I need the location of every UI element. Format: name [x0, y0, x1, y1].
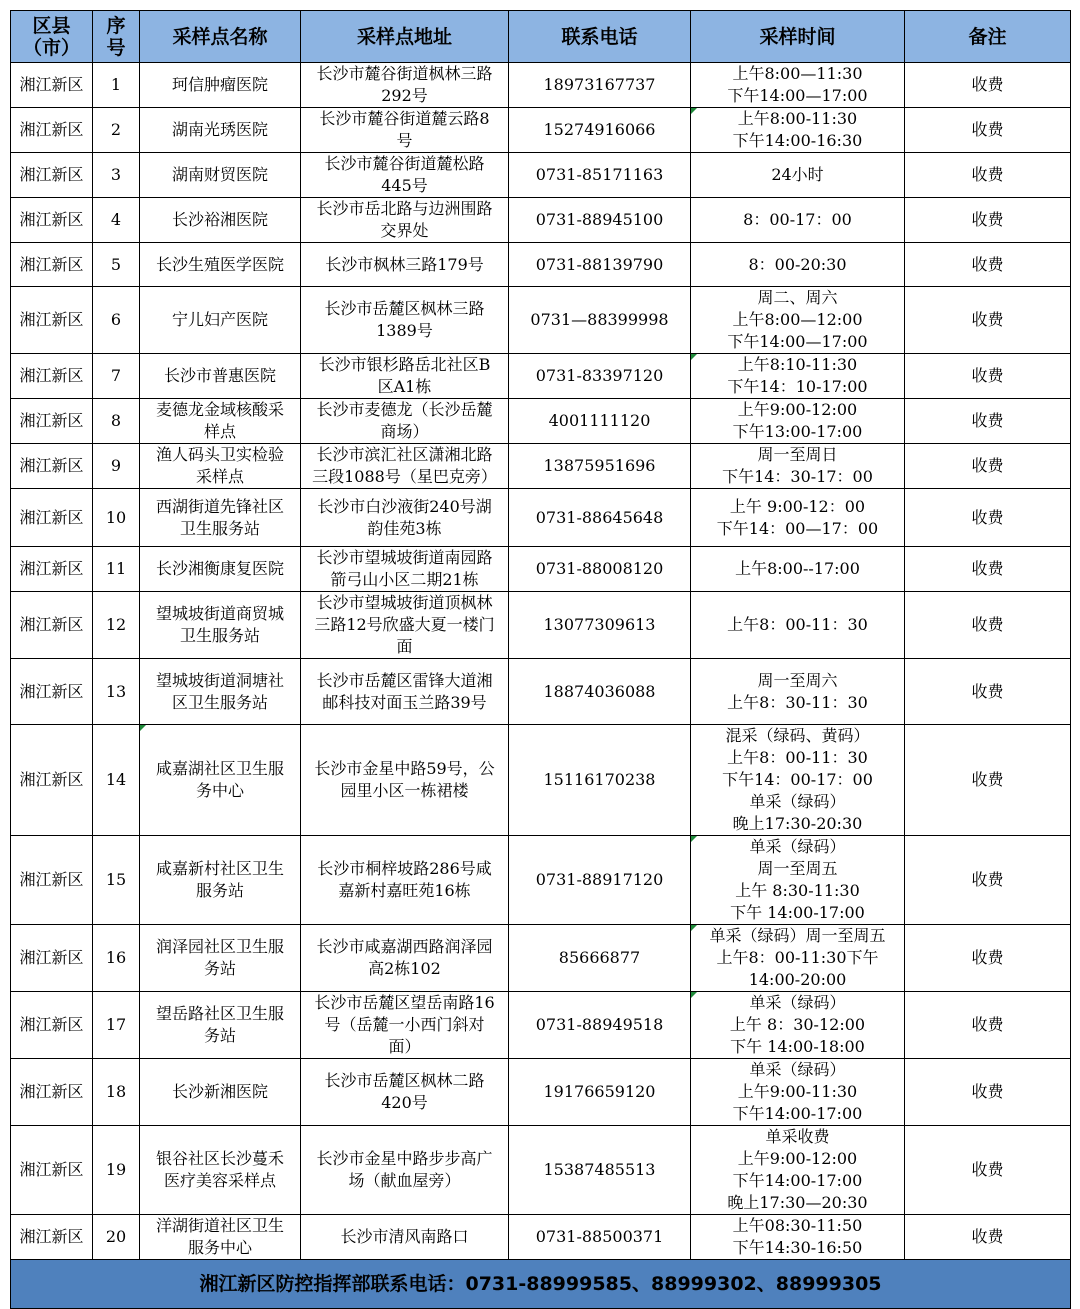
- fee-note: 收费: [905, 243, 1071, 287]
- header-no: 序 号: [93, 11, 140, 63]
- table-row: [11, 399, 1071, 444]
- header-district: 区县 （市）: [11, 11, 93, 63]
- comment-marker-icon: [691, 925, 697, 931]
- table-row: [11, 1126, 1071, 1215]
- table-row: [11, 444, 1071, 489]
- district-cell: 湘江新区: [11, 836, 93, 925]
- site-name: 银谷社区长沙蔓禾 医疗美容采样点: [140, 1126, 301, 1215]
- sampling-time: 周一至周日 下午14：30-17：00: [691, 444, 905, 489]
- contact-phone: 18973167737: [509, 63, 691, 108]
- sampling-time: 单采（绿码） 上午9:00-11:30 下午14:00-17:00: [691, 1059, 905, 1126]
- comment-marker-icon: [691, 992, 697, 998]
- sampling-time: [691, 992, 905, 1059]
- table-row: [11, 243, 1071, 287]
- district-cell: 湘江新区: [11, 925, 93, 992]
- contact-phone: 0731-83397120: [509, 354, 691, 399]
- site-address: 长沙市岳麓区望岳南路16 号（岳麓一小西门斜对 面）: [301, 992, 509, 1059]
- row-number: 19: [93, 1126, 140, 1215]
- sampling-time-text: 上午8:00-11:30 下午14:00-16:30: [732, 109, 863, 150]
- row-number: 5: [93, 243, 140, 287]
- comment-marker-icon: [691, 354, 697, 360]
- contact-phone: 18874036088: [509, 659, 691, 725]
- table-row: [11, 725, 1071, 836]
- site-address: 长沙市桐梓坡路286号咸 嘉新村嘉旺苑16栋: [301, 836, 509, 925]
- site-address: 长沙市滨汇社区潇湘北路 三段1088号（星巴克旁）: [301, 444, 509, 489]
- fee-note: 收费: [905, 992, 1071, 1059]
- sampling-time-text: 单采（绿码） 上午 8：30-12:00 下午 14:00-18:00: [729, 993, 866, 1056]
- fee-note: 收费: [905, 659, 1071, 725]
- site-name: 麦德龙金域核酸采 样点: [140, 399, 301, 444]
- site-address: 长沙市望城坡街道顶枫林 三路12号欣盛大夏一楼门 面: [301, 592, 509, 659]
- site-name: 长沙湘衡康复医院: [140, 547, 301, 592]
- fee-note: 收费: [905, 836, 1071, 925]
- site-name: 长沙市普惠医院: [140, 354, 301, 399]
- site-name: 望城坡街道商贸城 卫生服务站: [140, 592, 301, 659]
- district-cell: 湘江新区: [11, 547, 93, 592]
- table-row: [11, 1215, 1071, 1260]
- contact-phone: 0731-88949518: [509, 992, 691, 1059]
- site-name: 珂信肿瘤医院: [140, 63, 301, 108]
- fee-note: 收费: [905, 1215, 1071, 1260]
- site-address: 长沙市金星中路59号，公 园里小区一栋裙楼: [301, 725, 509, 836]
- row-number: 9: [93, 444, 140, 489]
- district-cell: 湘江新区: [11, 153, 93, 198]
- contact-phone: 85666877: [509, 925, 691, 992]
- table-row: [11, 153, 1071, 198]
- table-row: [11, 925, 1071, 992]
- row-number: 12: [93, 592, 140, 659]
- district-cell: 湘江新区: [11, 287, 93, 354]
- footer-row: [11, 1260, 1071, 1309]
- row-number: 6: [93, 287, 140, 354]
- site-address: 长沙市岳麓区雷锋大道湘 邮科技对面玉兰路39号: [301, 659, 509, 725]
- contact-phone: 0731-88500371: [509, 1215, 691, 1260]
- contact-phone: 0731-88945100: [509, 198, 691, 243]
- row-number: 11: [93, 547, 140, 592]
- site-name-text: 咸嘉湖社区卫生服 务中心: [155, 759, 284, 800]
- site-address: 长沙市岳麓区枫林二路 420号: [301, 1059, 509, 1126]
- site-address: 长沙市金星中路步步高广 场（献血屋旁）: [301, 1126, 509, 1215]
- site-name: 渔人码头卫实检验 采样点: [140, 444, 301, 489]
- table-row: [11, 1059, 1071, 1126]
- sampling-time: 上午8:00--17:00: [691, 547, 905, 592]
- contact-phone: 15387485513: [509, 1126, 691, 1215]
- fee-note: 收费: [905, 592, 1071, 659]
- site-address: 长沙市岳北路与边洲围路 交界处: [301, 198, 509, 243]
- district-cell: 湘江新区: [11, 63, 93, 108]
- sampling-time: 上午 9:00-12：00 下午14：00—17：00: [691, 489, 905, 547]
- table-row: [11, 836, 1071, 925]
- header-note: 备注: [905, 11, 1071, 63]
- table-row: [11, 354, 1071, 399]
- row-number: 14: [93, 725, 140, 836]
- district-cell: 湘江新区: [11, 108, 93, 153]
- contact-phone: 0731—88399998: [509, 287, 691, 354]
- site-name: 润泽园社区卫生服 务站: [140, 925, 301, 992]
- district-cell: 湘江新区: [11, 399, 93, 444]
- district-cell: 湘江新区: [11, 592, 93, 659]
- header-time: 采样时间: [691, 11, 905, 63]
- table-row: [11, 659, 1071, 725]
- site-address: 长沙市枫林三路179号: [301, 243, 509, 287]
- contact-phone: 0731-85171163: [509, 153, 691, 198]
- header-site-name: 采样点名称: [140, 11, 301, 63]
- site-name: 咸嘉新村社区卫生 服务站: [140, 836, 301, 925]
- district-cell: 湘江新区: [11, 1215, 93, 1260]
- fee-note: 收费: [905, 925, 1071, 992]
- sampling-sites-table: [10, 10, 1071, 1309]
- fee-note: 收费: [905, 1126, 1071, 1215]
- site-address: 长沙市麓谷街道麓云路8 号: [301, 108, 509, 153]
- row-number: 4: [93, 198, 140, 243]
- site-name: 湖南光琇医院: [140, 108, 301, 153]
- row-number: 15: [93, 836, 140, 925]
- hotline-footer: 湘江新区防控指挥部联系电话：0731-88999585、88999302、88999305: [11, 1260, 1071, 1309]
- sampling-time: 上午08:30-11:50 下午14:30-16:50: [691, 1215, 905, 1260]
- sampling-time: 上午8:00—11:30 下午14:00—17:00: [691, 63, 905, 108]
- table-row: [11, 63, 1071, 108]
- sampling-time: 8：00-20:30: [691, 243, 905, 287]
- site-name: 西湖街道先锋社区 卫生服务站: [140, 489, 301, 547]
- contact-phone: 19176659120: [509, 1059, 691, 1126]
- fee-note: 收费: [905, 399, 1071, 444]
- table-row: [11, 287, 1071, 354]
- header-phone: 联系电话: [509, 11, 691, 63]
- row-number: 7: [93, 354, 140, 399]
- site-name: 望城坡街道洞塘社 区卫生服务站: [140, 659, 301, 725]
- district-cell: 湘江新区: [11, 992, 93, 1059]
- sampling-time: 周二、周六 上午8:00—12:00 下午14:00—17:00: [691, 287, 905, 354]
- sampling-time: 单采收费 上午9:00-12:00 下午14:00-17:00 晚上17:30—20:30: [691, 1126, 905, 1215]
- fee-note: 收费: [905, 108, 1071, 153]
- fee-note: 收费: [905, 489, 1071, 547]
- row-number: 20: [93, 1215, 140, 1260]
- sampling-time: 上午9:00-12:00 下午13:00-17:00: [691, 399, 905, 444]
- district-cell: 湘江新区: [11, 243, 93, 287]
- site-address: 长沙市望城坡街道南园路 箭弓山小区二期21栋: [301, 547, 509, 592]
- district-cell: 湘江新区: [11, 444, 93, 489]
- fee-note: 收费: [905, 444, 1071, 489]
- row-number: 13: [93, 659, 140, 725]
- row-number: 10: [93, 489, 140, 547]
- contact-phone: 13077309613: [509, 592, 691, 659]
- district-cell: 湘江新区: [11, 659, 93, 725]
- row-number: 8: [93, 399, 140, 444]
- sampling-time: [691, 108, 905, 153]
- sampling-time: 混采（绿码、黄码） 上午8：00-11：30 下午14：00-17：00 单采（绿码） 晚上17:30-20:30: [691, 725, 905, 836]
- contact-phone: 13875951696: [509, 444, 691, 489]
- site-name: 长沙新湘医院: [140, 1059, 301, 1126]
- site-name: 长沙生殖医学医院: [140, 243, 301, 287]
- site-address: 长沙市咸嘉湖西路润泽园 高2栋102: [301, 925, 509, 992]
- district-cell: 湘江新区: [11, 489, 93, 547]
- header-row: [11, 11, 1071, 63]
- sampling-time: 24小时: [691, 153, 905, 198]
- table-row: [11, 547, 1071, 592]
- site-address: 长沙市麓谷街道枫林三路 292号: [301, 63, 509, 108]
- site-name: 湖南财贸医院: [140, 153, 301, 198]
- sampling-time: [691, 836, 905, 925]
- site-address: 长沙市麓谷街道麓松路 445号: [301, 153, 509, 198]
- site-address: 长沙市麦德龙（长沙岳麓 商场）: [301, 399, 509, 444]
- fee-note: 收费: [905, 547, 1071, 592]
- site-name: 长沙裕湘医院: [140, 198, 301, 243]
- sampling-time: [691, 354, 905, 399]
- site-name: 洋湖街道社区卫生 服务中心: [140, 1215, 301, 1260]
- site-address: 长沙市白沙液街240号湖 韵佳苑3栋: [301, 489, 509, 547]
- site-name: 望岳路社区卫生服 务站: [140, 992, 301, 1059]
- contact-phone: 0731-88645648: [509, 489, 691, 547]
- site-address: 长沙市银杉路岳北社区B 区A1栋: [301, 354, 509, 399]
- site-address: 长沙市清风南路口: [301, 1215, 509, 1260]
- table-row: [11, 198, 1071, 243]
- row-number: 2: [93, 108, 140, 153]
- sampling-time-text: 单采（绿码）周一至周五 上午8：00-11:30下午 14:00-20:00: [709, 926, 886, 989]
- fee-note: 收费: [905, 287, 1071, 354]
- fee-note: 收费: [905, 725, 1071, 836]
- district-cell: 湘江新区: [11, 1126, 93, 1215]
- row-number: 18: [93, 1059, 140, 1126]
- sampling-time: 上午8：00-11：30: [691, 592, 905, 659]
- site-name: [140, 725, 301, 836]
- contact-phone: 15274916066: [509, 108, 691, 153]
- district-cell: 湘江新区: [11, 354, 93, 399]
- table-row: [11, 489, 1071, 547]
- contact-phone: 0731-88008120: [509, 547, 691, 592]
- table-row: [11, 108, 1071, 153]
- fee-note: 收费: [905, 63, 1071, 108]
- district-cell: 湘江新区: [11, 198, 93, 243]
- site-name: 宁儿妇产医院: [140, 287, 301, 354]
- fee-note: 收费: [905, 153, 1071, 198]
- contact-phone: 0731-88917120: [509, 836, 691, 925]
- contact-phone: 15116170238: [509, 725, 691, 836]
- row-number: 3: [93, 153, 140, 198]
- sampling-time-text: 单采（绿码） 周一至周五 上午 8:30-11:30 下午 14:00-17:00: [730, 837, 865, 922]
- header-address: 采样点地址: [301, 11, 509, 63]
- fee-note: 收费: [905, 354, 1071, 399]
- row-number: 1: [93, 63, 140, 108]
- sampling-time: 周一至周六 上午8：30-11：30: [691, 659, 905, 725]
- row-number: 17: [93, 992, 140, 1059]
- sampling-time-text: 上午8:10-11:30 下午14：10-17:00: [727, 355, 868, 396]
- district-cell: 湘江新区: [11, 1059, 93, 1126]
- contact-phone: 4001111120: [509, 399, 691, 444]
- comment-marker-icon: [140, 725, 146, 731]
- district-cell: 湘江新区: [11, 725, 93, 836]
- table-row: [11, 592, 1071, 659]
- fee-note: 收费: [905, 198, 1071, 243]
- contact-phone: 0731-88139790: [509, 243, 691, 287]
- table-row: [11, 992, 1071, 1059]
- sampling-time: [691, 925, 905, 992]
- comment-marker-icon: [691, 836, 697, 842]
- row-number: 16: [93, 925, 140, 992]
- comment-marker-icon: [691, 108, 697, 114]
- sampling-time: 8：00-17：00: [691, 198, 905, 243]
- site-address: 长沙市岳麓区枫林三路 1389号: [301, 287, 509, 354]
- fee-note: 收费: [905, 1059, 1071, 1126]
